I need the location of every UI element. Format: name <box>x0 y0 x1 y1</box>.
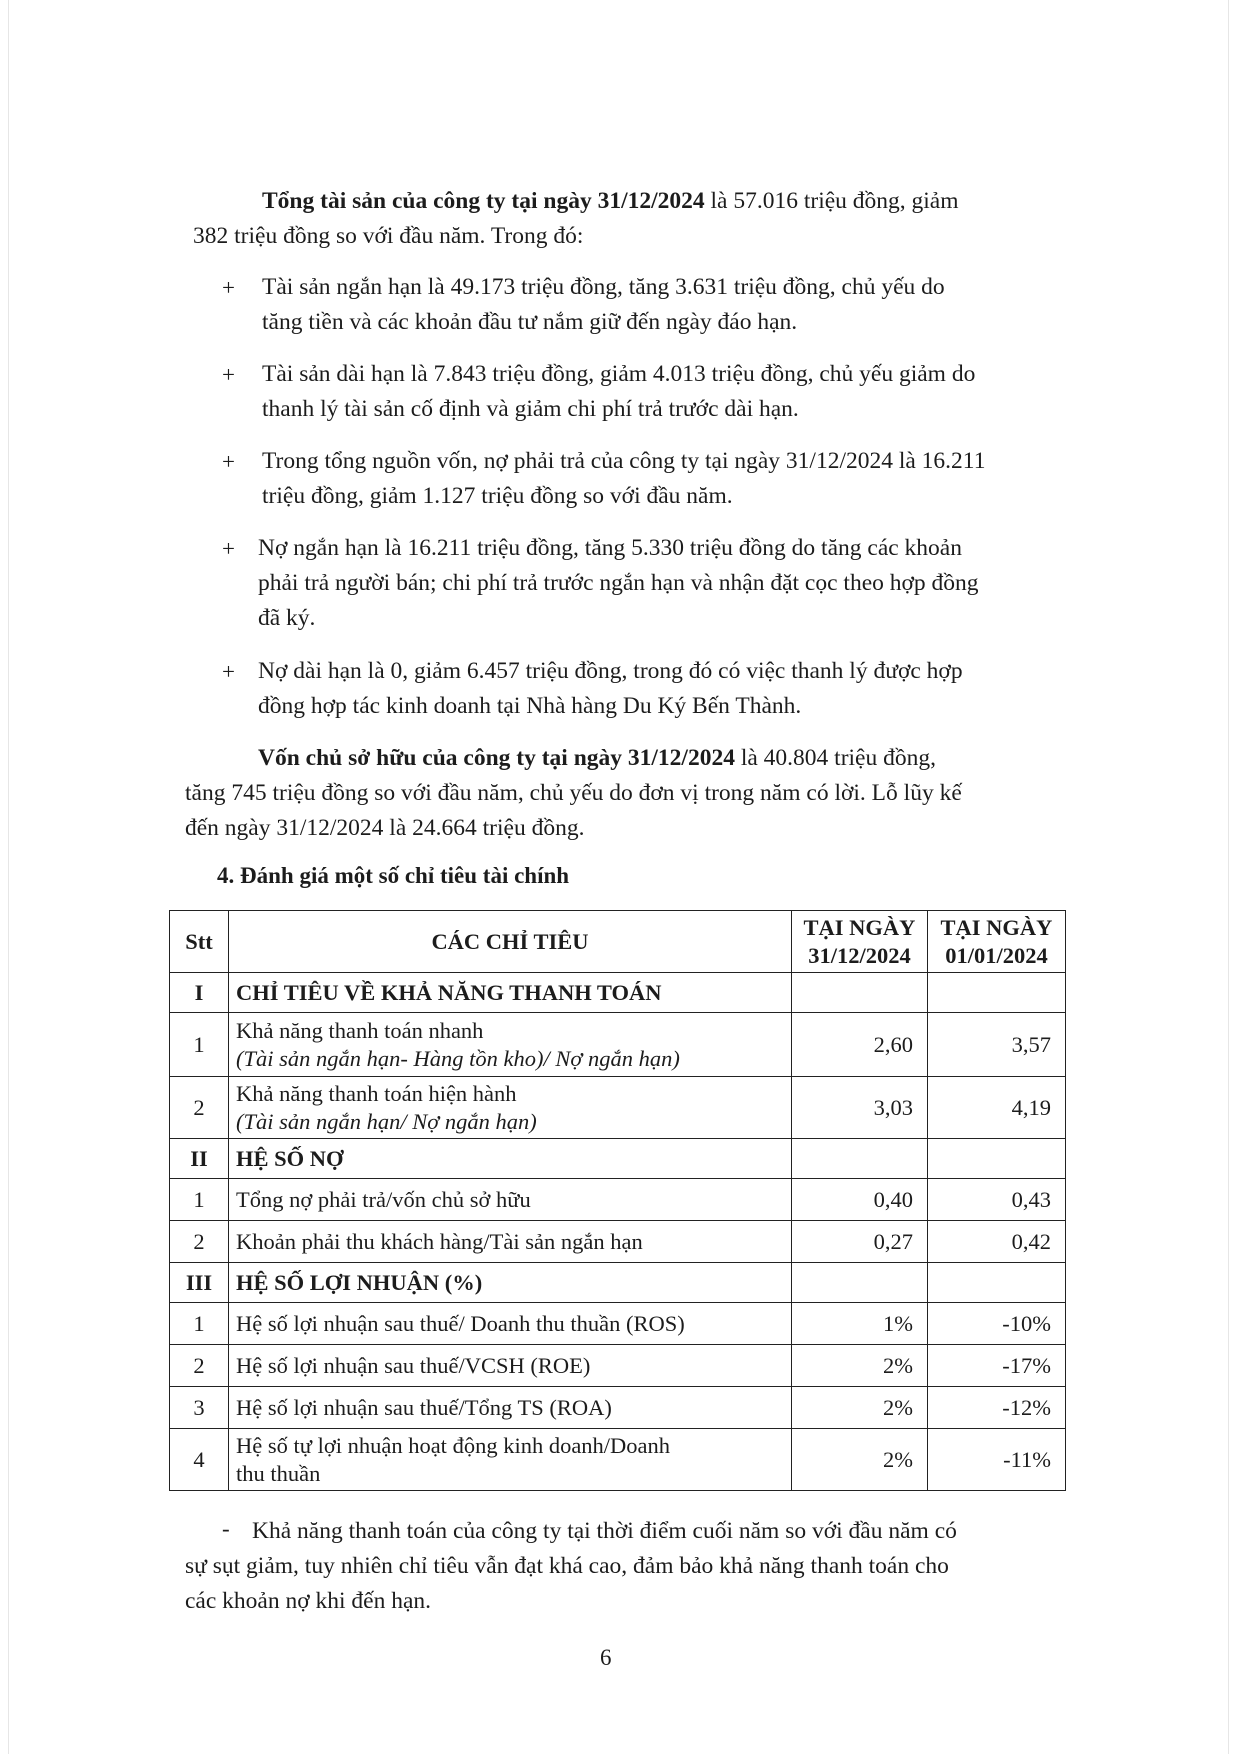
row-value-2024-01-01: -12% <box>928 1387 1066 1429</box>
row-name-text: Khả năng thanh toán hiện hành <box>236 1080 517 1106</box>
table-row <box>170 1345 1066 1387</box>
row-value-2024-12-31: 2% <box>792 1429 928 1491</box>
equity-bold-text: Vốn chủ sở hữu của công ty tại ngày 31/12/2024 <box>258 745 735 771</box>
section-stt: II <box>170 1139 229 1179</box>
row-value-2024-01-01: -11% <box>928 1429 1066 1491</box>
row-value-2024-12-31: 2% <box>792 1345 928 1387</box>
row-name-text: Khả năng thanh toán nhanh <box>236 1017 484 1043</box>
assets-bold-text: Tổng tài sản của công ty tại ngày 31/12/2024 <box>262 188 705 214</box>
row-stt: 2 <box>170 1345 229 1387</box>
header-col2-line2: 01/01/2024 <box>945 942 1048 968</box>
bullet-line: phải trả người bán; chi phí trả trước ngắn hạn và nhận đặt cọc theo hợp đồng <box>258 570 979 596</box>
bullet-sign: + <box>222 536 235 561</box>
bullet-sign: + <box>222 659 235 684</box>
row-name: Khoản phải thu khách hàng/Tài sản ngắn hạn <box>229 1221 792 1263</box>
section-title: HỆ SỐ LỢI NHUẬN (%) <box>229 1263 792 1303</box>
row-formula: (Tài sản ngắn hạn/ Nợ ngắn hạn) <box>236 1108 537 1134</box>
conclusion-line3: các khoản nợ khi đến hạn. <box>185 1588 432 1614</box>
row-name: Hệ số lợi nhuận sau thuế/Tổng TS (ROA) <box>229 1387 792 1429</box>
empty-cell <box>928 1263 1066 1303</box>
row-name-text: Hệ số tự lợi nhuận hoạt động kinh doanh/Doanh <box>236 1432 671 1458</box>
row-name: Hệ số lợi nhuận sau thuế/VCSH (ROE) <box>229 1345 792 1387</box>
bullet-line: Tài sản dài hạn là 7.843 triệu đồng, giảm 4.013 triệu đồng, chủ yếu giảm do <box>262 361 976 387</box>
empty-cell <box>792 973 928 1013</box>
row-name <box>229 1013 792 1077</box>
conclusion-line2: sự sụt giảm, tuy nhiên chỉ tiêu vẫn đạt khá cao, đảm bảo khả năng thanh toán cho <box>185 1553 949 1579</box>
row-formula: (Tài sản ngắn hạn- Hàng tồn kho)/ Nợ ngắn hạn) <box>236 1045 680 1071</box>
table-row <box>170 1077 1066 1139</box>
row-value-2024-01-01: 4,19 <box>928 1077 1066 1139</box>
header-stt: Stt <box>170 911 229 973</box>
scan-edge-right <box>1228 0 1229 1754</box>
bullet-line: đồng hợp tác kinh doanh tại Nhà hàng Du Ký Bến Thành. <box>258 693 802 719</box>
bullet-line: tăng tiền và các khoản đầu tư nắm giữ đến ngày đáo hạn. <box>262 309 798 335</box>
row-value-2024-01-01: -17% <box>928 1345 1066 1387</box>
table-row <box>170 1429 1066 1491</box>
table-header-row <box>170 911 1066 973</box>
empty-cell <box>928 1139 1066 1179</box>
bullet-line: triệu đồng, giảm 1.127 triệu đồng so với đầu năm. <box>262 483 733 509</box>
row-stt: 1 <box>170 1013 229 1077</box>
bullet-line: đã ký. <box>258 605 316 631</box>
row-value-2024-12-31: 2,60 <box>792 1013 928 1077</box>
bullet-line: Nợ ngắn hạn là 16.211 triệu đồng, tăng 5.330 triệu đồng do tăng các khoản <box>258 535 962 561</box>
empty-cell <box>928 973 1066 1013</box>
row-value-2024-01-01: 0,42 <box>928 1221 1066 1263</box>
row-name <box>229 1077 792 1139</box>
row-value-2024-12-31: 0,40 <box>792 1179 928 1221</box>
header-col1-line2: 31/12/2024 <box>808 942 911 968</box>
row-value-2024-12-31: 0,27 <box>792 1221 928 1263</box>
equity-rest-text: là 40.804 triệu đồng, <box>734 745 936 771</box>
row-name: Tổng nợ phải trả/vốn chủ sở hữu <box>229 1179 792 1221</box>
section-row <box>170 1263 1066 1303</box>
table-row <box>170 1179 1066 1221</box>
row-stt: 2 <box>170 1221 229 1263</box>
header-indicators: CÁC CHỈ TIÊU <box>229 911 792 973</box>
section-title: HỆ SỐ NỢ <box>229 1139 792 1179</box>
section-stt: III <box>170 1263 229 1303</box>
conclusion-dash: - <box>222 1516 230 1541</box>
financial-indicators-table <box>169 910 1066 1491</box>
row-stt: 2 <box>170 1077 229 1139</box>
assets-rest-text: là 57.016 triệu đồng, giảm <box>704 188 959 214</box>
empty-cell <box>792 1139 928 1179</box>
bullet-line: Nợ dài hạn là 0, giảm 6.457 triệu đồng, trong đó có việc thanh lý được hợp <box>258 658 963 684</box>
table-row <box>170 1303 1066 1345</box>
bullet-line: Tài sản ngắn hạn là 49.173 triệu đồng, tăng 3.631 triệu đồng, chủ yếu do <box>262 274 945 300</box>
row-value-2024-12-31: 1% <box>792 1303 928 1345</box>
header-col1-line1: TẠI NGÀY <box>803 914 916 940</box>
bullet-sign: + <box>222 275 235 300</box>
assets-paragraph-line1 <box>262 184 959 219</box>
section-row <box>170 973 1066 1013</box>
row-stt: 1 <box>170 1303 229 1345</box>
row-name: Hệ số lợi nhuận sau thuế/ Doanh thu thuần (ROS) <box>229 1303 792 1345</box>
row-value-2024-12-31: 2% <box>792 1387 928 1429</box>
scan-edge-left <box>8 0 9 1754</box>
bullet-line: Trong tổng nguồn vốn, nợ phải trả của công ty tại ngày 31/12/2024 là 16.211 <box>262 448 986 474</box>
header-date-2024-12-31 <box>792 911 928 973</box>
equity-paragraph-line3: đến ngày 31/12/2024 là 24.664 triệu đồng. <box>185 815 585 841</box>
row-value-2024-12-31: 3,03 <box>792 1077 928 1139</box>
section-row <box>170 1139 1066 1179</box>
row-stt: 1 <box>170 1179 229 1221</box>
table-row <box>170 1013 1066 1077</box>
equity-paragraph-line2: tăng 745 triệu đồng so với đầu năm, chủ yếu do đơn vị trong năm có lời. Lỗ lũy kế <box>185 780 962 806</box>
table-row <box>170 1387 1066 1429</box>
page-number: 6 <box>600 1645 612 1670</box>
bullet-sign: + <box>222 449 235 474</box>
section-heading: 4. Đánh giá một số chỉ tiêu tài chính <box>217 863 570 888</box>
header-col2-line1: TẠI NGÀY <box>940 914 1053 940</box>
bullet-sign: + <box>222 362 235 387</box>
table-row <box>170 1221 1066 1263</box>
conclusion-line1: Khả năng thanh toán của công ty tại thời điểm cuối năm so với đầu năm có <box>252 1518 957 1544</box>
bullet-line: thanh lý tài sản cố định và giảm chi phí trả trước dài hạn. <box>262 396 799 422</box>
row-name-text-continued: thu thuần <box>236 1460 321 1486</box>
row-value-2024-01-01: 0,43 <box>928 1179 1066 1221</box>
row-value-2024-01-01: 3,57 <box>928 1013 1066 1077</box>
row-name <box>229 1429 792 1491</box>
section-title: CHỈ TIÊU VỀ KHẢ NĂNG THANH TOÁN <box>229 973 792 1013</box>
equity-paragraph-line1 <box>258 741 936 776</box>
header-date-2024-01-01 <box>928 911 1066 973</box>
section-stt: I <box>170 973 229 1013</box>
row-value-2024-01-01: -10% <box>928 1303 1066 1345</box>
empty-cell <box>792 1263 928 1303</box>
row-stt: 4 <box>170 1429 229 1491</box>
assets-paragraph-line2: 382 triệu đồng so với đầu năm. Trong đó: <box>193 223 584 249</box>
row-stt: 3 <box>170 1387 229 1429</box>
